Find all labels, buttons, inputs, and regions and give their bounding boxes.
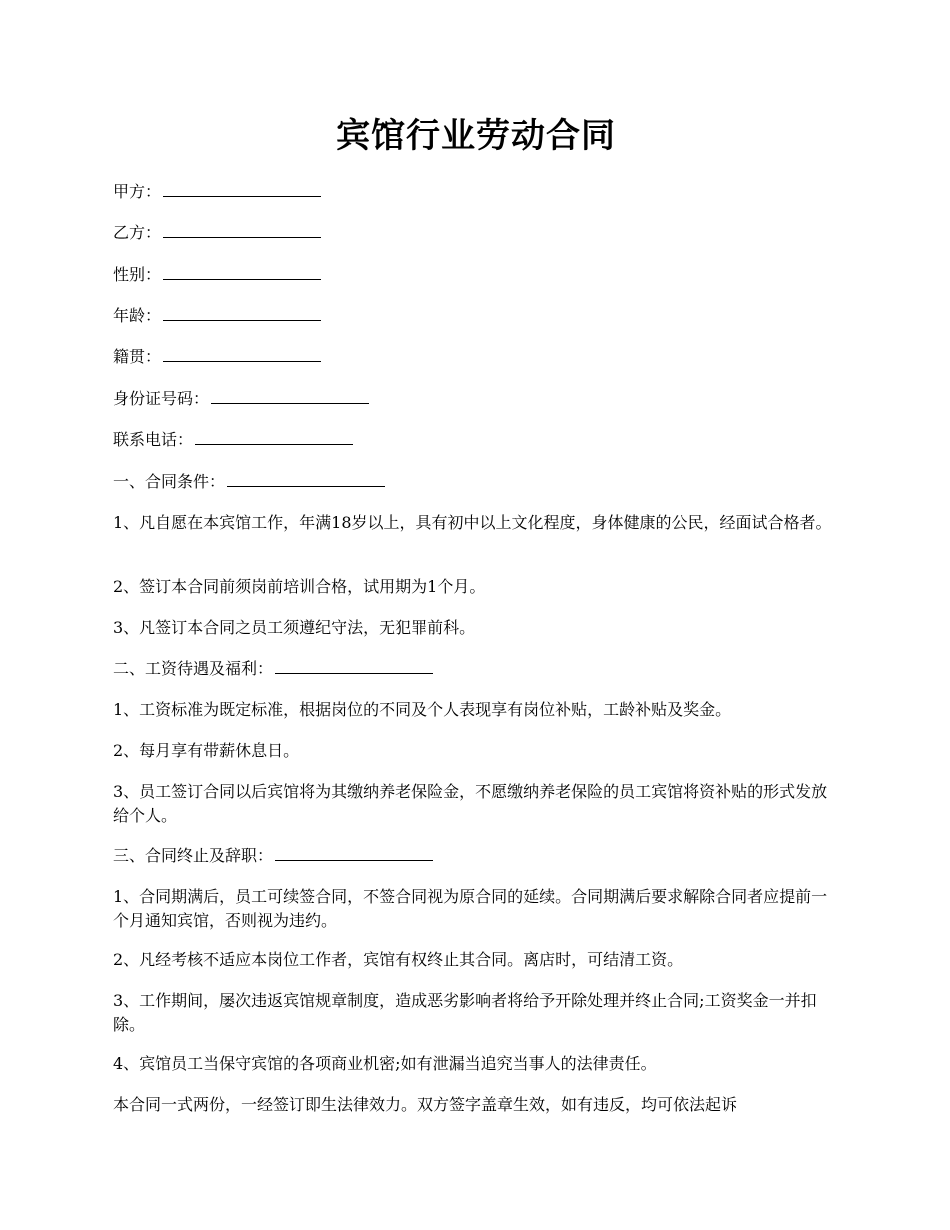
field-id-number (113, 387, 839, 411)
clause-item: 1、工资标准为既定标准，根据岗位的不同及个人表现享有岗位补贴，工龄补贴及奖金。 (113, 700, 732, 719)
field-label: 性别： (113, 265, 162, 284)
section-heading-label: 一、合同条件： (113, 472, 226, 491)
section-heading-salary (113, 657, 839, 681)
clause-item: 1、合同期满后，员工可续签合同，不签合同视为原合同的延续。合同期满后要求解除合同者应提前一个月通知宾馆，否则视为违约。 (113, 887, 828, 930)
field-native-place (113, 345, 839, 369)
field-age (113, 304, 839, 328)
clause-item: 3、凡签订本合同之员工须遵纪守法，无犯罪前科。 (113, 618, 476, 637)
field-label: 年龄： (113, 306, 162, 325)
field-label: 甲方： (113, 182, 162, 201)
section-heading-label: 三、合同终止及辞职： (113, 846, 274, 865)
section-heading-conditions (113, 470, 839, 494)
blank-line (275, 657, 433, 674)
blank-line (211, 387, 369, 404)
section-heading-label: 二、工资待遇及福利： (113, 659, 274, 678)
clause-item: 4、宾馆员工当保守宾馆的各项商业机密;如有泄漏当追究当事人的法律责任。 (113, 1054, 657, 1073)
blank-line (163, 221, 321, 238)
clause-item: 2、每月享有带薪休息日。 (113, 741, 300, 760)
document-title: 宾馆行业劳动合同 (336, 116, 616, 156)
blank-line (275, 844, 433, 861)
clause-item: 2、凡经考核不适应本岗位工作者，宾馆有权终止其合同。离店时，可结清工资。 (113, 950, 684, 969)
section-heading-termination (113, 844, 839, 868)
blank-line (163, 304, 321, 321)
blank-line (227, 470, 385, 487)
closing-paragraph: 本合同一式两份，一经签订即生法律效力。双方签字盖章生效，如有违反，均可依法起诉 (113, 1095, 738, 1114)
field-label: 联系电话： (113, 430, 194, 449)
field-label: 籍贯： (113, 347, 162, 366)
field-label: 身份证号码： (113, 389, 210, 408)
field-label: 乙方： (113, 223, 162, 242)
clause-item: 3、工作期间，屡次违返宾馆规章制度，造成恶劣影响者将给予开除处理并终止合同;工资奖金一并扣除。 (113, 991, 817, 1034)
field-party-a (113, 180, 839, 204)
blank-line (163, 180, 321, 197)
clause-item: 2、签订本合同前须岗前培训合格，试用期为1个月。 (113, 577, 486, 596)
field-gender (113, 263, 839, 287)
field-party-b (113, 221, 839, 245)
clause-item: 1、凡自愿在本宾馆工作，年满18岁以上，具有初中以上文化程度，身体健康的公民，经面试合格者。 (113, 513, 832, 532)
field-phone (113, 428, 839, 452)
blank-line (163, 263, 321, 280)
blank-line (163, 345, 321, 362)
blank-line (195, 428, 353, 445)
clause-item: 3、员工签订合同以后宾馆将为其缴纳养老保险金，不愿缴纳养老保险的员工宾馆将资补贴的形式发放给个人。 (113, 782, 828, 825)
